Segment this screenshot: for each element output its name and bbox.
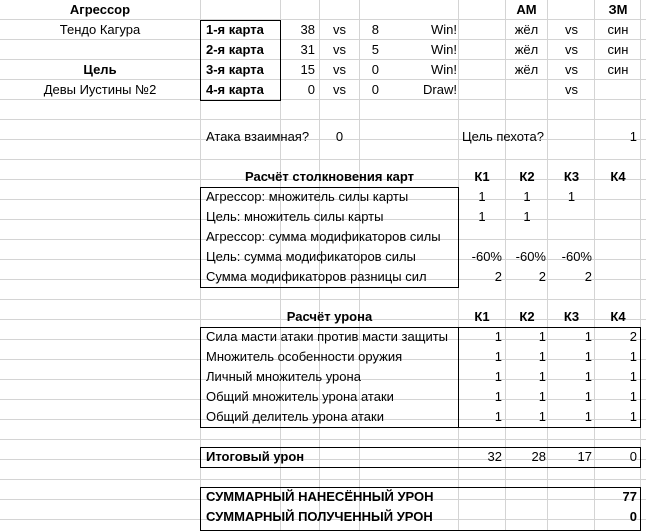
damage-row-1-k2[interactable]: 1 xyxy=(538,329,546,344)
map-4-label[interactable]: 4-я карта xyxy=(206,82,264,97)
map-3-a[interactable]: 15 xyxy=(300,62,315,77)
map-4-vs2[interactable]: vs xyxy=(565,82,578,97)
damage-row-3-k4[interactable]: 1 xyxy=(629,369,637,384)
damage-row-4-k4[interactable]: 1 xyxy=(629,389,637,404)
map-2-zm[interactable]: син xyxy=(607,42,629,57)
clash-row-1-k1[interactable]: 1 xyxy=(478,189,486,204)
total-damage-label[interactable]: Итоговый урон xyxy=(206,449,305,464)
clash-row-4-k4[interactable] xyxy=(595,247,637,267)
damage-row-1-k1[interactable]: 1 xyxy=(494,329,502,344)
damage-row-1-k3[interactable]: 1 xyxy=(584,329,592,344)
map-4-zm[interactable] xyxy=(595,80,641,100)
clash-row-5-k3[interactable]: 2 xyxy=(584,269,592,284)
damage-row-3-k1[interactable]: 1 xyxy=(494,369,502,384)
clash-col-k4[interactable]: К4 xyxy=(610,169,626,184)
clash-title[interactable]: Расчёт столкновения карт xyxy=(245,169,414,184)
clash-row-4-k1[interactable]: -60% xyxy=(471,249,502,264)
map-2-label[interactable]: 2-я карта xyxy=(206,42,264,57)
map-4-a[interactable]: 0 xyxy=(307,82,315,97)
map-2-result[interactable]: Win! xyxy=(431,42,457,57)
clash-row-2-label[interactable]: Цель: множитель силы карты xyxy=(206,209,384,224)
damage-row-5-k2[interactable]: 1 xyxy=(538,409,546,424)
total-damage-k2[interactable]: 28 xyxy=(531,449,546,464)
aggressor-name[interactable]: Тендо Кагура xyxy=(59,22,141,37)
map-2-vs2[interactable]: vs xyxy=(565,42,578,57)
summary-dealt-label[interactable]: СУММАРНЫЙ НАНЕСЁННЫЙ УРОН xyxy=(206,489,434,504)
damage-col-k4[interactable]: К4 xyxy=(610,309,626,324)
map-1-zm[interactable]: син xyxy=(607,22,629,37)
mutual-attack-value[interactable]: 0 xyxy=(335,129,344,144)
damage-row-2-label[interactable]: Множитель особенности оружия xyxy=(206,349,403,364)
map-3-zm[interactable]: син xyxy=(607,62,629,77)
damage-row-3-label[interactable]: Личный множитель урона xyxy=(206,369,361,384)
map-2-a[interactable]: 31 xyxy=(300,42,315,57)
infantry-value[interactable]: 1 xyxy=(629,129,637,144)
am-header[interactable]: АМ xyxy=(516,2,537,17)
map-1-vs[interactable]: vs xyxy=(333,22,346,37)
clash-row-5-k1[interactable]: 2 xyxy=(494,269,502,284)
damage-values-border xyxy=(458,327,641,428)
damage-row-3-k2[interactable]: 1 xyxy=(538,369,546,384)
total-damage-k3[interactable]: 17 xyxy=(577,449,592,464)
maps-label-border xyxy=(200,20,281,101)
damage-row-1-label[interactable]: Сила масти атаки против масти защиты xyxy=(206,329,449,344)
map-3-vs[interactable]: vs xyxy=(333,62,346,77)
map-1-vs2[interactable]: vs xyxy=(565,22,578,37)
target-name[interactable]: Девы Иустины №2 xyxy=(43,82,157,97)
damage-row-4-k2[interactable]: 1 xyxy=(538,389,546,404)
map-4-result[interactable]: Draw! xyxy=(423,82,457,97)
damage-row-4-k3[interactable]: 1 xyxy=(584,389,592,404)
map-2-vs[interactable]: vs xyxy=(333,42,346,57)
clash-row-1-label[interactable]: Агрессор: множитель силы карты xyxy=(206,189,409,204)
damage-row-2-k4[interactable]: 1 xyxy=(629,349,637,364)
damage-labels-border xyxy=(200,327,459,428)
clash-row-4-k3[interactable]: -60% xyxy=(561,249,592,264)
clash-row-1-k4[interactable] xyxy=(595,187,641,207)
clash-row-5-k4[interactable] xyxy=(595,267,637,287)
map-2-b[interactable]: 5 xyxy=(371,42,379,57)
clash-row-3-label[interactable]: Агрессор: сумма модификаторов силы xyxy=(206,229,441,244)
infantry-label[interactable]: Цель пехота? xyxy=(462,129,544,144)
total-damage-k1[interactable]: 32 xyxy=(487,449,502,464)
clash-row-4-label[interactable]: Цель: сумма модификаторов силы xyxy=(206,249,416,264)
damage-col-k3[interactable]: К3 xyxy=(563,309,580,324)
map-3-b[interactable]: 0 xyxy=(371,62,379,77)
damage-row-4-k1[interactable]: 1 xyxy=(494,389,502,404)
aggressor-label[interactable]: Агрессор xyxy=(69,2,131,17)
clash-row-3-k3[interactable] xyxy=(548,227,595,247)
damage-col-k2[interactable]: К2 xyxy=(519,309,535,324)
map-3-label[interactable]: 3-я карта xyxy=(206,62,264,77)
damage-col-k1[interactable]: К1 xyxy=(474,309,490,324)
total-damage-border xyxy=(200,447,641,468)
clash-row-3-k4[interactable] xyxy=(595,227,641,247)
map-4-vs[interactable]: vs xyxy=(333,82,346,97)
damage-title[interactable]: Расчёт урона xyxy=(286,309,373,324)
summary-received-value[interactable]: 0 xyxy=(629,509,637,524)
map-3-am[interactable]: жёл xyxy=(514,62,539,77)
clash-row-5-k2[interactable]: 2 xyxy=(538,269,546,284)
map-1-label[interactable]: 1-я карта xyxy=(206,22,264,37)
damage-row-5-label[interactable]: Общий делитель урона атаки xyxy=(206,409,384,424)
clash-col-k2[interactable]: К2 xyxy=(519,169,535,184)
total-damage-k4[interactable]: 0 xyxy=(629,449,637,464)
summary-border xyxy=(200,487,641,531)
clash-row-3-k2[interactable] xyxy=(506,227,548,247)
map-3-vs2[interactable]: vs xyxy=(565,62,578,77)
map-1-a[interactable]: 38 xyxy=(300,22,315,37)
clash-row-1-k3[interactable]: 1 xyxy=(567,189,576,204)
damage-row-2-k3[interactable]: 1 xyxy=(584,349,592,364)
damage-row-1-k4[interactable]: 2 xyxy=(629,329,637,344)
clash-row-2-k1[interactable]: 1 xyxy=(478,209,486,224)
damage-row-2-k2[interactable]: 1 xyxy=(538,349,546,364)
clash-row-5-label[interactable]: Сумма модификаторов разницы сил xyxy=(206,269,427,284)
clash-labels-border xyxy=(200,187,459,288)
damage-row-5-k1[interactable]: 1 xyxy=(494,409,502,424)
map-2-am[interactable]: жёл xyxy=(514,42,539,57)
damage-row-5-k4[interactable]: 1 xyxy=(629,409,637,424)
zm-header[interactable]: ЗМ xyxy=(608,2,628,17)
summary-dealt-value[interactable]: 77 xyxy=(622,489,637,504)
damage-row-5-k3[interactable]: 1 xyxy=(584,409,592,424)
map-3-result[interactable]: Win! xyxy=(431,62,457,77)
clash-row-2-k2[interactable]: 1 xyxy=(523,209,531,224)
clash-row-1-k2[interactable]: 1 xyxy=(523,189,531,204)
map-4-b[interactable]: 0 xyxy=(371,82,379,97)
clash-row-4-k2[interactable]: -60% xyxy=(515,249,546,264)
clash-row-2-k3[interactable] xyxy=(548,207,595,227)
map-4-am[interactable] xyxy=(505,80,548,100)
clash-row-3-k1[interactable] xyxy=(459,227,505,247)
damage-row-3-k3[interactable]: 1 xyxy=(584,369,592,384)
target-label[interactable]: Цель xyxy=(83,62,117,77)
clash-row-2-k4[interactable] xyxy=(595,207,641,227)
map-1-am[interactable]: жёл xyxy=(514,22,539,37)
map-1-result[interactable]: Win! xyxy=(431,22,457,37)
clash-col-k3[interactable]: К3 xyxy=(563,169,580,184)
damage-row-4-label[interactable]: Общий множитель урона атаки xyxy=(206,389,394,404)
mutual-attack-label[interactable]: Атака взаимная? xyxy=(206,129,310,144)
map-1-b[interactable]: 8 xyxy=(371,22,379,37)
summary-received-label[interactable]: СУММАРНЫЙ ПОЛУЧЕННЫЙ УРОН xyxy=(206,509,433,524)
clash-col-k1[interactable]: К1 xyxy=(474,169,490,184)
damage-row-2-k1[interactable]: 1 xyxy=(494,349,502,364)
